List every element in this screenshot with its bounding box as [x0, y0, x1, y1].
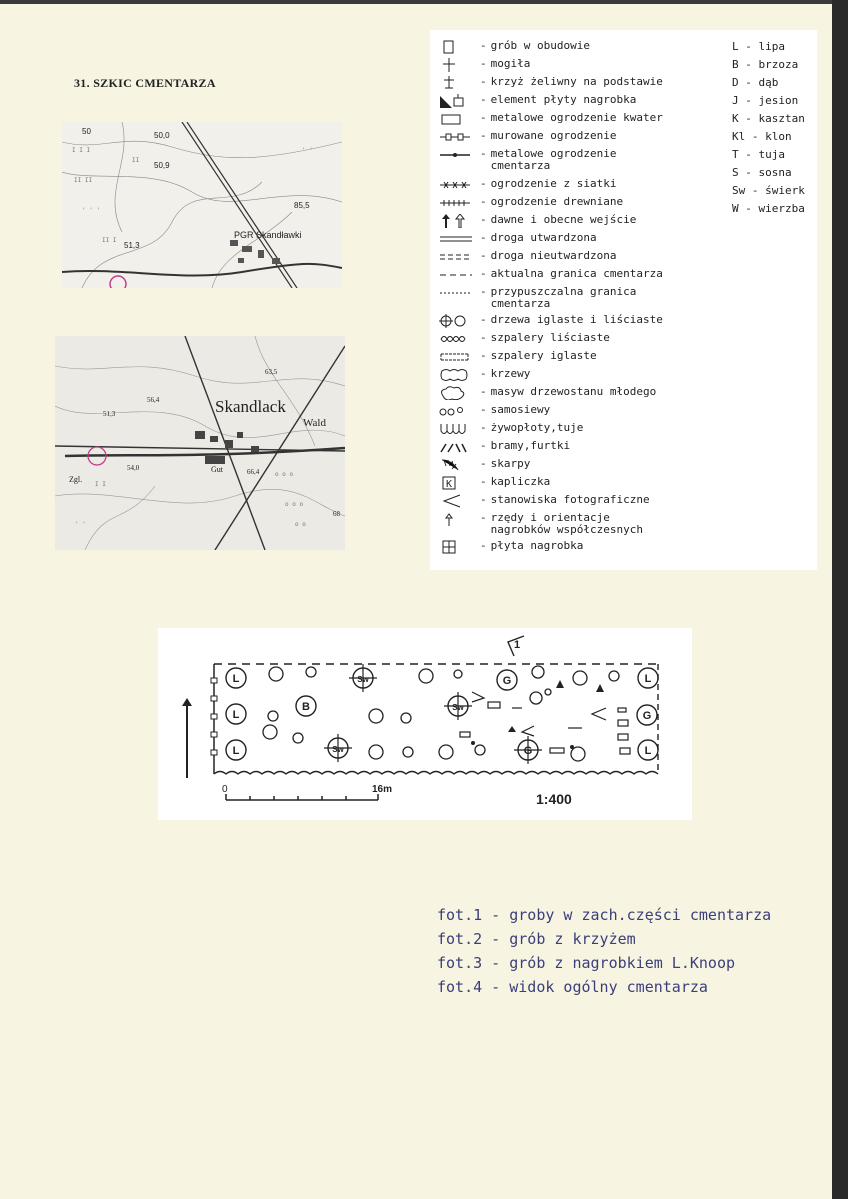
tree-letter: Sw [452, 703, 464, 712]
tree-legend-item: Sw - świerk [732, 184, 805, 197]
map2-label: 51,3 [103, 410, 116, 418]
tree-legend-item: L - lipa [732, 40, 785, 53]
tree-letter: L [232, 709, 240, 721]
slab-element-icon [438, 94, 478, 108]
svg-text:' ': ' ' [75, 521, 86, 528]
brick-fence-icon [438, 130, 478, 144]
legend-item: - szpalery liściaste [438, 332, 610, 346]
dashed-line-icon [438, 268, 478, 282]
tree-legend-item: J - jesion [732, 94, 799, 107]
tree-legend-item: Kl - klon [732, 130, 792, 143]
map-legend [430, 30, 817, 570]
map2-place-label: Skandlack [215, 397, 286, 416]
legend-label: żywopłoty,tuje [490, 421, 584, 434]
conifer-hedge-icon [438, 350, 478, 364]
legend-item: - skarpy [438, 458, 530, 472]
topographic-map-2 [55, 336, 345, 550]
photo-caption: fot.3 - grób z nagrobkiem L.Knoop [437, 954, 736, 972]
metal-fence-icon [438, 148, 478, 162]
svg-text:K: K [446, 479, 453, 490]
legend-item: - masyw drzewostanu młodego [438, 386, 656, 400]
tree-letter: G [502, 675, 512, 687]
tree-letter: Sw [332, 745, 344, 754]
map1-label: 50 [82, 127, 91, 136]
legend-item: - dawne i obecne wejście [438, 214, 636, 228]
tree-legend-item: D - dąb [732, 76, 779, 89]
legend-item: - przypuszczalna granica cmentarza [438, 286, 636, 310]
svg-text:o o o: o o o [275, 471, 294, 478]
map2-label: Wald [303, 417, 326, 429]
legend-item: - płyta nagrobka [438, 540, 583, 554]
dirt-road-icon [438, 250, 478, 264]
photo-station-number: 1 [514, 639, 521, 651]
map1-label: 50,0 [154, 131, 170, 140]
tree-letter: L [644, 673, 652, 685]
legend-label: stanowiska fotograficzne [490, 493, 650, 506]
map1-label: 50,9 [154, 161, 170, 170]
map2-label: 68 [333, 510, 340, 518]
tree-legend-item: T - tuja [732, 148, 785, 161]
legend-item: - mogiła [438, 58, 530, 72]
legend-label: murowane ogrodzenie [490, 129, 617, 142]
legend-label: skarpy [490, 457, 531, 470]
dotted-line-icon [438, 286, 478, 300]
young-stand-icon [438, 386, 478, 400]
legend-item: - szpalery iglaste [438, 350, 597, 364]
legend-item: - stanowiska fotograficzne [438, 494, 650, 508]
map2-label: Zgl. [69, 475, 83, 484]
photo-caption: fot.1 - groby w zach.części cmentarza [437, 906, 772, 924]
legend-label: bramy,furtki [490, 439, 571, 452]
map-2-drawing [55, 336, 345, 550]
svg-text:' ': ' ' [302, 147, 313, 154]
legend-item: - samosiewy [438, 404, 550, 418]
wire-fence-icon [438, 178, 478, 192]
svg-text:II II: II II [74, 177, 93, 184]
legend-label: kapliczka [490, 475, 551, 488]
grave-rows-icon [438, 512, 478, 526]
cemetery-sketch [158, 628, 692, 820]
grave-slab-icon [438, 540, 478, 554]
svg-text:I I I: I I I [72, 147, 91, 154]
legend-item: - droga utwardzona [438, 232, 597, 246]
north-arrow-icon [182, 698, 192, 778]
legend-label: masyw drzewostanu młodego [490, 385, 657, 398]
legend-label: płyta nagrobka [490, 539, 584, 552]
tree-letter: G [642, 710, 652, 722]
shrubs-icon [438, 368, 478, 382]
chapel-icon [438, 476, 478, 490]
paved-road-icon [438, 232, 478, 246]
legend-label: rzędy i orientacje nagrobków współczesnych [490, 511, 643, 536]
legend-item: - metalowe ogrodzenie cmentarza [438, 148, 616, 172]
tree-letter: L [644, 745, 652, 757]
legend-item: - żywopłoty,tuje [438, 422, 583, 436]
svg-text:o o: o o [295, 521, 306, 528]
living-hedge-icon [438, 422, 478, 436]
tree-letter: B [302, 701, 310, 713]
map2-label: 66,4 [247, 468, 260, 476]
svg-text:o o o: o o o [285, 501, 304, 508]
photo-caption: fot.4 - widok ogólny cmentarza [437, 978, 708, 996]
rect-icon [438, 112, 478, 126]
svg-text:II I: II I [102, 237, 117, 244]
legend-label: metalowe ogrodzenie kwater [490, 111, 663, 124]
legend-label: element płyty nagrobka [490, 93, 637, 106]
tree-letter: L [232, 673, 240, 685]
legend-item: - murowane ogrodzenie [438, 130, 616, 144]
tree-legend-item: B - brzoza [732, 58, 799, 71]
legend-label: ogrodzenie drewniane [490, 195, 624, 208]
legend-item: - grób w obudowie [438, 40, 590, 54]
legend-label: szpalery liściaste [490, 331, 610, 344]
legend-item: - rzędy i orientacje nagrobków współczesnych [438, 512, 643, 536]
scarp-icon [438, 458, 478, 472]
legend-label: krzewy [490, 367, 531, 380]
map2-label: Gut [211, 465, 223, 474]
legend-item: K - kapliczka [438, 476, 550, 490]
legend-label: drzewa iglaste i liściaste [490, 313, 663, 326]
legend-item: - bramy,furtki [438, 440, 570, 454]
legend-item: - krzyż żeliwny na podstawie [438, 76, 663, 90]
tree-letter: G [523, 745, 533, 757]
map1-label: 51,3 [124, 241, 140, 250]
scale-length-label: 16m [372, 784, 393, 795]
legend-item: - metalowe ogrodzenie kwater [438, 112, 663, 126]
leaf-hedge-icon [438, 332, 478, 346]
map2-label: 54,0 [127, 464, 140, 472]
legend-item: - aktualna granica cmentarza [438, 268, 663, 282]
legend-label: przypuszczalna granica cmentarza [490, 285, 637, 310]
scale-ratio-label: 1:400 [536, 791, 572, 807]
tree-legend-item: K - kasztan [732, 112, 805, 125]
map2-label: 63,5 [265, 368, 278, 376]
legend-label: grób w obudowie [490, 39, 590, 52]
tree-letter: L [232, 745, 240, 757]
gates-icon [438, 440, 478, 454]
svg-text:II: II [132, 157, 140, 164]
legend-label: droga nieutwardzona [490, 249, 617, 262]
legend-item: - element płyty nagrobka [438, 94, 636, 108]
legend-item: - droga nieutwardzona [438, 250, 616, 264]
scale-zero-label: 0 [222, 784, 228, 795]
trees-icon [438, 314, 478, 328]
iron-cross-icon [438, 76, 478, 90]
wood-fence-icon [438, 196, 478, 210]
legend-label: droga utwardzona [490, 231, 597, 244]
map1-place-label: PGR Skandławki [234, 230, 302, 240]
map1-label: 85,5 [294, 201, 310, 210]
legend-item: - ogrodzenie drewniane [438, 196, 623, 210]
map-1-drawing [62, 122, 342, 288]
legend-label: aktualna granica cmentarza [490, 267, 663, 280]
tree-letter: Sw [357, 675, 369, 684]
page-title: 31. SZKIC CMENTARZA [74, 76, 216, 90]
legend-label: samosiewy [490, 403, 551, 416]
svg-text:I I: I I [95, 481, 106, 488]
tree-legend-item: W - wierzba [732, 202, 805, 215]
legend-label: krzyż żeliwny na podstawie [490, 75, 663, 88]
legend-label: mogiła [490, 57, 531, 70]
legend-label: metalowe ogrodzenie cmentarza [490, 147, 617, 172]
page-right-edge [832, 0, 848, 1199]
entrance-icon [438, 214, 478, 228]
cross-icon [438, 58, 478, 72]
legend-item: - drzewa iglaste i liściaste [438, 314, 663, 328]
legend-label: szpalery iglaste [490, 349, 597, 362]
map2-label: 56,4 [147, 396, 160, 404]
svg-text:' ' ': ' ' ' [82, 207, 101, 214]
photo-caption: fot.2 - grób z krzyżem [437, 930, 636, 948]
cemetery-plan-drawing [158, 628, 692, 820]
photo-captions [437, 903, 771, 999]
legend-item: - krzewy [438, 368, 530, 382]
topographic-map-1 [62, 122, 342, 288]
legend-label: dawne i obecne wejście [490, 213, 637, 226]
tree-legend-item: S - sosna [732, 166, 792, 179]
photo-station-icon [438, 494, 478, 508]
page-top-edge [0, 0, 848, 4]
self-seeding-icon [438, 404, 478, 418]
box-icon [438, 40, 478, 54]
legend-item: - ogrodzenie z siatki [438, 178, 616, 192]
legend-label: ogrodzenie z siatki [490, 177, 617, 190]
